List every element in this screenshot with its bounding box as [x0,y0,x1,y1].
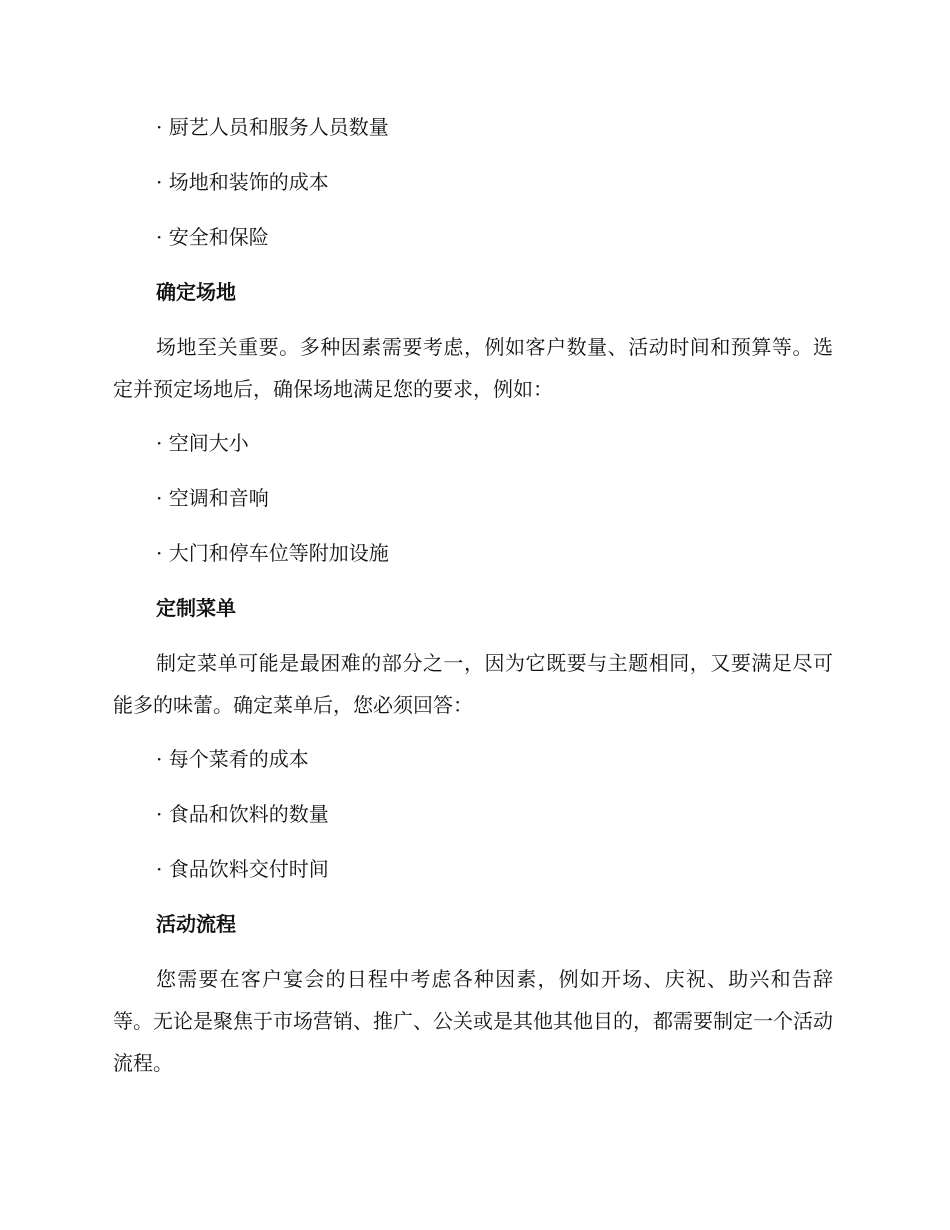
bullet-safety-insurance: · 安全和保险 [156,225,269,249]
bullet-venue-decor-cost: · 场地和装饰的成本 [156,170,329,194]
paragraph-menu: 制定菜单可能是最困难的部分之一，因为它既要与主题相同，又要满足尽可能多的味蕾。确定菜单后，您必须回答： [113,651,833,717]
heading-event-flow: 活动流程 [156,912,236,936]
bullet-staff-count: · 厨艺人员和服务人员数量 [156,115,389,139]
bullet-space-size: · 空间大小 [156,431,249,455]
bullet-ac-audio: · 空调和音响 [156,486,269,510]
bullet-dish-cost: · 每个菜肴的成本 [156,747,309,771]
heading-menu: 定制菜单 [156,596,236,620]
paragraph-event-flow: 您需要在客户宴会的日程中考虑各种因素，例如开场、庆祝、助兴和告辞等。无论是聚焦于市场营销、推广、公关或是其他其他目的，都需要制定一个活动流程。 [113,967,833,1075]
paragraph-venue: 场地至关重要。多种因素需要考虑，例如客户数量、活动时间和预算等。选定并预定场地后，确保场地满足您的要求，例如： [113,335,833,401]
heading-venue: 确定场地 [156,280,236,304]
bullet-delivery-time: · 食品饮料交付时间 [156,857,329,881]
bullet-gate-parking: · 大门和停车位等附加设施 [156,541,389,565]
bullet-food-drink-quantity: · 食品和饮料的数量 [156,802,329,826]
